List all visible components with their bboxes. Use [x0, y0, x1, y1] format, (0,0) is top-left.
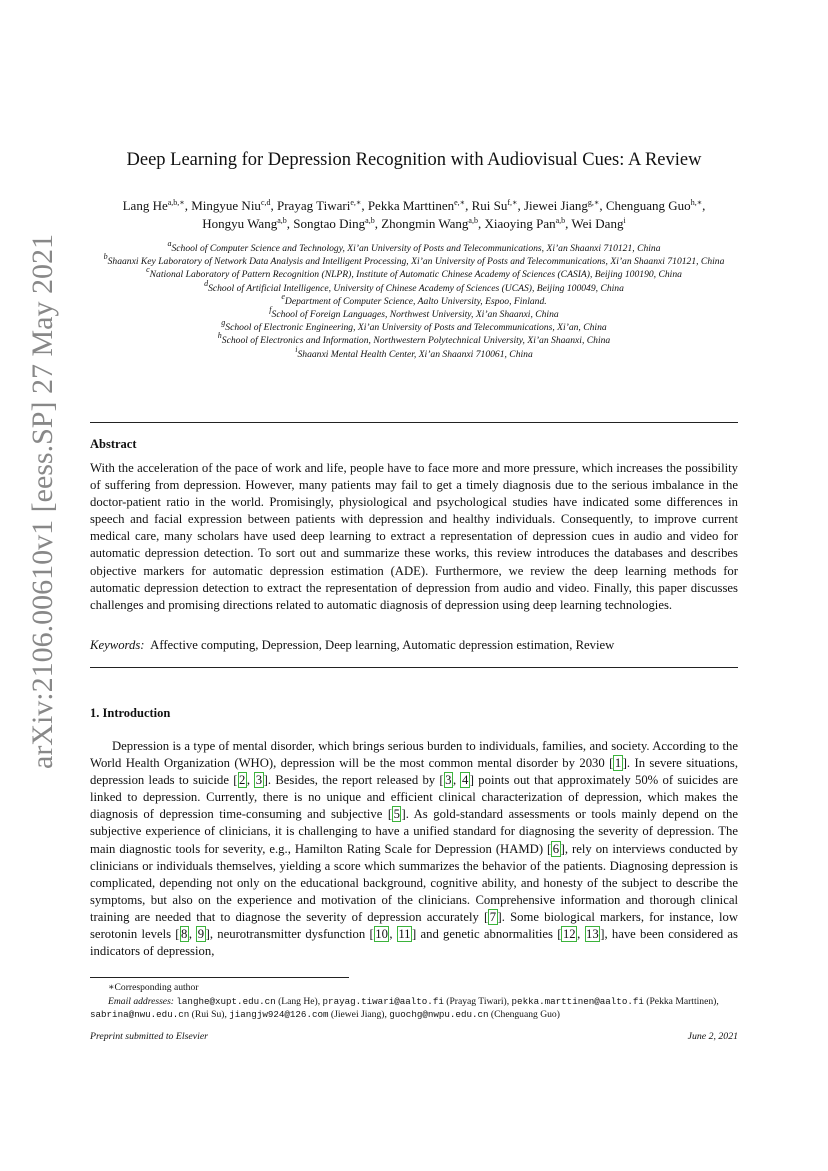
email-address[interactable]: prayag.tiwari@aalto.fi — [322, 995, 444, 1007]
author-affiliation-mark: c,d — [260, 198, 271, 207]
intro-text: , rely on interviews conducted by clinicians or individuals themselves, yielding a score which summarizes the behavior of the patients. Diagnosing depression is complicated, depending not only on the educational background, cognitive ability, and honesty of the subject to describe the symptoms, but also on the experience and motivation of the clinicians. Comprehensive information and thorough clinical training are needed that to diagnose the severity of depression accurately — [90, 841, 738, 924]
affiliations — [90, 239, 738, 361]
affiliation-line — [90, 252, 738, 268]
author-list — [90, 197, 738, 233]
email-owner: (Chenguang Guo) — [490, 1009, 560, 1020]
author-affiliation-mark: a,b,∗ — [167, 198, 185, 207]
section-heading-introduction: 1. Introduction — [90, 706, 171, 720]
affiliation-mark: f — [269, 305, 272, 315]
keywords — [90, 637, 738, 654]
author-name: Xiaoying Pan — [484, 216, 556, 231]
affiliation-text: National Laboratory of Pattern Recognition (NLPR), Institute of Automatic Chinese Academy of Sciences (CASIA), Beijing 100190, China — [149, 269, 682, 281]
abstract-text — [90, 460, 738, 614]
footnote — [90, 981, 738, 1022]
author-affiliation-mark: a,b — [277, 216, 287, 225]
author-affiliation-mark: e,∗ — [454, 198, 466, 207]
email-address[interactable]: pekka.marttinen@aalto.fi — [511, 995, 644, 1007]
affiliation-mark: d — [204, 278, 209, 288]
email-address[interactable]: guochg@nwpu.edu.cn — [389, 1009, 489, 1020]
affiliation-mark: g — [221, 318, 226, 328]
citation-link[interactable]: 9 — [197, 927, 205, 942]
affiliation-text: Shaanxi Mental Health Center, Xi’an Shaanxi 710061, China — [297, 348, 533, 360]
author-affiliation-mark: h,∗ — [690, 198, 703, 207]
intro-text: points out that approximately 50% of suicides are linked to depression. Currently, there is no unique and efficient clinical characterization of depression, which makes the diagnosis of depression time-consuming and subjective — [90, 773, 739, 822]
email-address[interactable]: jiangjw924@126.com — [229, 1009, 329, 1020]
author-line-1: Lang $He^{a,b,∗}$, Mingyue Niu$^{c,d}$, Prayag Tiwari$^{e,∗}$, Pekka Marttinen$^{e,∗}$, Rui $Su^{f,∗}$, Jiewei Jiang$^{g,∗}$, Chenguang Guo$^{h,∗}$, — [122, 198, 706, 213]
author-line-2: Hongyu Wang$^{a,b}$, Songtao Ding$^{a,b}$, Zhongmin Wang$^{a,b}$, Xiaoying Pan$^{a,b}$, Wei Dang$^i$ — [202, 216, 626, 231]
affiliation-line — [90, 331, 738, 347]
author-affiliation-mark: a,b — [555, 216, 566, 225]
citation-link[interactable]: 5 — [393, 807, 400, 822]
affiliation-mark: h — [217, 331, 222, 341]
citation-link[interactable]: 6 — [552, 841, 560, 856]
email-label: Email addresses: — [108, 995, 174, 1007]
abstract-bottom-rule — [90, 667, 738, 668]
email-owner: (Prayag Tiwari) — [446, 995, 507, 1007]
affiliation-mark: a — [167, 239, 172, 248]
citation-link[interactable]: 11 — [398, 927, 411, 942]
email-address[interactable]: sabrina@nwu.edu.cn — [90, 1009, 190, 1020]
affiliation-mark: b — [103, 252, 108, 262]
affiliation-line — [90, 318, 738, 334]
abstract-top-rule — [90, 422, 738, 423]
affiliation-mark: i — [295, 344, 298, 354]
email-owner: (Pekka Marttinen) — [646, 995, 717, 1007]
author-name: Rui Su — [471, 198, 508, 213]
footnote-rule — [90, 977, 349, 978]
citation-link[interactable]: 13 — [586, 927, 599, 942]
citation-link[interactable]: 12 — [562, 927, 576, 942]
affiliation-line — [90, 265, 738, 281]
intro-text: . Some biological markers, for instance, low serotonin levels — [90, 909, 738, 942]
author-name: Hongyu Wang — [202, 216, 278, 231]
affiliation-text: School of Foreign Languages, Northwest University, Xi’an Shaanxi, China — [271, 309, 559, 321]
affiliation-text: School of Artificial Intelligence, University of Chinese Academy of Sciences (UCAS), Beijing 100049, China — [208, 282, 624, 294]
email-address[interactable]: langhe@xupt.edu.cn — [176, 995, 276, 1007]
citation-link[interactable]: 8 — [181, 927, 188, 942]
introduction-body — [90, 738, 738, 960]
author-affiliation-mark: a,b — [468, 216, 478, 225]
footnote-corresponding: ∗Corresponding author — [108, 982, 199, 993]
author-name: Jiewei Jiang — [523, 198, 588, 213]
citation-link[interactable]: 10 — [375, 927, 388, 942]
citation-link[interactable]: 4 — [461, 773, 469, 788]
keywords-text: Affective computing, Depression, Deep learning, Automatic depression estimation, Review — [150, 638, 615, 652]
paper-title: Deep Learning for Depression Recognition with Audiovisual Cues: A Review — [126, 150, 702, 170]
affiliation-text: School of Electronics and Information, Northwestern Polytechnical University, Xi’an Shaanxi, China — [221, 335, 611, 347]
author-name: Mingyue Niu — [191, 198, 261, 213]
preprint-note: Preprint submitted to Elsevier — [90, 1031, 208, 1042]
author-name: Songtao Ding — [293, 216, 366, 231]
abstract-heading: Abstract — [90, 437, 137, 451]
author-name: Zhongmin Wang — [381, 216, 469, 231]
author-affiliation-mark: a,b — [365, 216, 375, 225]
citation-link[interactable]: 3 — [255, 773, 263, 788]
affiliation-text: Department of Computer Science, Aalto University, Espoo, Finland. — [284, 295, 547, 307]
citation-link[interactable]: 7 — [489, 909, 497, 924]
affiliation-mark: e — [281, 291, 285, 301]
author-affiliation-mark: i — [623, 216, 626, 225]
author-name: Lang He — [122, 198, 168, 213]
email-owner: (Lang He) — [278, 995, 318, 1007]
author-affiliation-mark: f,∗ — [507, 198, 518, 207]
intro-text: , neurotransmitter dysfunction — [209, 927, 370, 942]
abstract-paragraph: With the acceleration of the pace of work and life, people have to face more and more pressure, which increases the possibility of suffering from depression. However, many patients may fail to get a timely diagnosis due to the serious imbalance in the doctor-patient ratio in the world. Promisingly, physiological and psychological studies have indicated some differences in speech and facial expression between patients with depression and healthy individuals. Consequently, to improve current medical care, many scholars have used deep learning to extract a representation of depression cues in audio and video for automatic depression detection. To sort out and summarize these works, this review introduces the databases and describes objective markers for automatic depression estimation (ADE). Furthermore, we review the deep learning methods for automatic depression detection to extract the representation of depression from audio and video. Finally, this paper discusses challenges and promising directions related to automatic diagnosis of depression using deep learning technologies. — [90, 461, 738, 612]
author-name: Pekka Marttinen — [367, 198, 455, 213]
keywords-label: Keywords: — [90, 638, 145, 652]
footnote-emails: Email addresses: langhe@xupt.edu.cn (Lang He), prayag.tiwari@aalto.fi (Prayag Tiwari), pekka.marttinen@aalto.fi (Pekka Marttinen), sabrina@nwu.edu.cn (Rui Su), jiangjw924@126.com (Jiewei Jiang), guochg@nwpu.edu.cn (Chenguang Guo) — [90, 995, 719, 1020]
author-affiliation-mark: e,∗ — [350, 198, 362, 207]
author-name: Prayag Tiwari — [277, 198, 351, 213]
email-owner: (Rui Su) — [191, 1009, 225, 1020]
author-name: Wei Dang — [571, 216, 624, 231]
affiliation-line — [90, 239, 738, 255]
introduction-paragraph: Depression is a type of mental disorder, which brings serious burden to individuals, families, and society. According to the World Health Organization (WHO), depression will be the most common mental disorder by 2030 [ 1 ]. In severe situations, depression leads to suicide [ 2 , 3 ]. Besides, the report released by [ 3 , 4 ] points out that approximately 50% of suicides are linked to depression. Currently, there is no unique and efficient clinical characterization of depression, which makes the diagnosis of depression time-consuming and subjective [ 5 ]. As gold-standard assessments or tools mainly depend on the subjective experience of clinicians, it is challenging to have a unified standard for diagnosing the severity of depression. The main diagnostic tools for severity, e.g., Hamilton Rating Scale for Depression (HAMD) [ 6 ], rely on interviews conducted by clinicians or individuals themselves, yielding a score which summarizes the behavior of the patients. Diagnosing depression is complicated, depending not only on the educational background, cognitive ability, and honesty of the subject to describe the symptoms, but also on the experience and motivation of the clinicians. Comprehensive information and thorough clinical training are needed that to diagnose the severity of depression accurately [ 7 ]. Some biological markers, for instance, low serotonin levels [ 8 , 9 ], neurotransmitter dysfunction [ 10 , 11 ] and genetic abnormalities [ 12 , 13 ], have been considered as indicators of depression, — [90, 739, 739, 959]
citation-link[interactable]: 2 — [239, 773, 246, 788]
author-name: Chenguang Guo — [605, 198, 691, 213]
affiliation-text: School of Electronic Engineering, Xi’an University of Posts and Telecommunications, Xi’an, China — [225, 322, 607, 334]
author-affiliation-mark: g,∗ — [587, 198, 600, 207]
affiliation-line — [90, 278, 738, 295]
affiliation-text: School of Computer Science and Technology, Xi’an University of Posts and Telecommunications, Xi’an Shaanxi 710121, China — [171, 243, 661, 254]
affiliation-line — [90, 291, 738, 308]
preprint-date: June 2, 2021 — [687, 1031, 738, 1042]
affiliation-text: Shaanxi Key Laboratory of Network Data Analysis and Intelligent Processing, Xi’an University of Posts and Telecommunications, Xi’an Shaanxi 710121, China — [107, 256, 725, 268]
arxiv-stamp: arXiv:2106.00610v1 [eess.SP] 27 May 2021 — [26, 234, 59, 769]
affiliation-mark: c — [146, 265, 150, 275]
citation-link[interactable]: 3 — [445, 773, 452, 788]
intro-text: and genetic abnormalities — [416, 927, 558, 942]
email-owner: (Jiewei Jiang) — [330, 1009, 385, 1020]
affiliation-line — [90, 344, 738, 361]
intro-text: . Besides, the report released by — [267, 773, 440, 788]
intro-text: Depression is a type of mental disorder, which brings serious burden to individuals, families, and society. According to the World Health Organization (WHO), depression will be the most common mental disorder by 2030 — [90, 739, 738, 771]
intro-text: , have been considered as indicators of depression, — [90, 927, 738, 959]
intro-text: . As gold-standard assessments or tools mainly depend on the subjective experience of clinicians, it is challenging to have a unified standard for diagnosing the severity of depression. The main diagnostic tools for severity, e.g., Hamilton Rating Scale for Depression (HAMD) — [90, 807, 738, 856]
citation-link[interactable]: 1 — [614, 756, 622, 771]
affiliation-line — [90, 305, 738, 321]
intro-text: . In severe situations, depression leads to suicide — [90, 756, 738, 788]
